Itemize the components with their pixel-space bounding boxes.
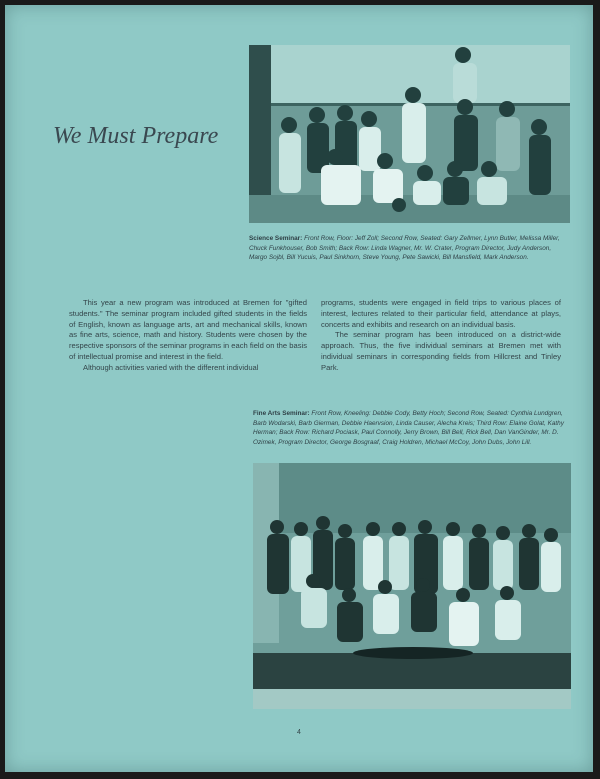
body-paragraph: Although activities varied with the different individual [83, 362, 259, 372]
fine-arts-seminar-photo [253, 463, 571, 709]
science-seminar-photo [249, 45, 570, 223]
body-paragraph: This year a new program was introduced at Bremen for "gifted students." The seminar program included gifted students in the fields of English, known as language arts, art and mechanical skills, known as fine arts, science, math and history. Students were chosen by the respective sponsors of the seminar programs in each field on the basis of intellectual promise and interest in the field. [69, 298, 307, 361]
body-column-left [69, 298, 307, 374]
science-seminar-caption [249, 234, 571, 263]
body-paragraph: programs, students were engaged in field trips to various places of interest, lectures related to their particular field, attendance at plays, concerts and exhibits and research on an individual basis. [321, 298, 561, 329]
body-paragraph: The seminar program has been introduced on a district-wide approach. Thus, the five individual seminars at Bremen met with individual seminars in corresponding fields from Hillcrest and Tinley Park. [321, 330, 561, 372]
fine-arts-seminar-caption [253, 409, 571, 447]
body-column-right [321, 298, 561, 374]
fine-arts-caption-text: Front Row, Kneeling: Debbie Cody, Betty Hoch; Second Row, Seated: Cynthia Lundgren, Barb Wodarski, Barb Gierman, Debbie Haervsion, Linda Causer, Alecha Kreis; Third Row: Elaine Golat, Kathy Herman; Back Row: Richard Pociask, Paul Connolly, Jerry Brown, Bill Bell, Rick Bell, Dan VanGinder, Mr. D. Ozimek, Program Director, George Bosgraaf, Craig Holdren, Michael McCoy, John Dubs, John Lill. [253, 410, 564, 446]
fine-arts-caption-label: Fine Arts Seminar: [253, 410, 310, 417]
yearbook-page [5, 5, 593, 772]
science-caption-text: Front Row, Floor: Jeff Zoll; Second Row, Seated: Gary Zellmer, Lynn Butler, Melissa Miller, Chuck Funkhouser, Bob Smith; Back Row: Linda Wagner, Mr. W. Crater, Program Director, Judy Anderson, Margo Sojbl, Bill Yucuis, Paul Sinkhorn, Steve Young, Pete Sawicki, Bill Mansfield, Mark Anderson. [249, 235, 560, 262]
page-number: 4 [297, 729, 301, 736]
page-title: We Must Prepare [53, 123, 219, 149]
science-caption-label: Science Seminar: [249, 235, 303, 242]
